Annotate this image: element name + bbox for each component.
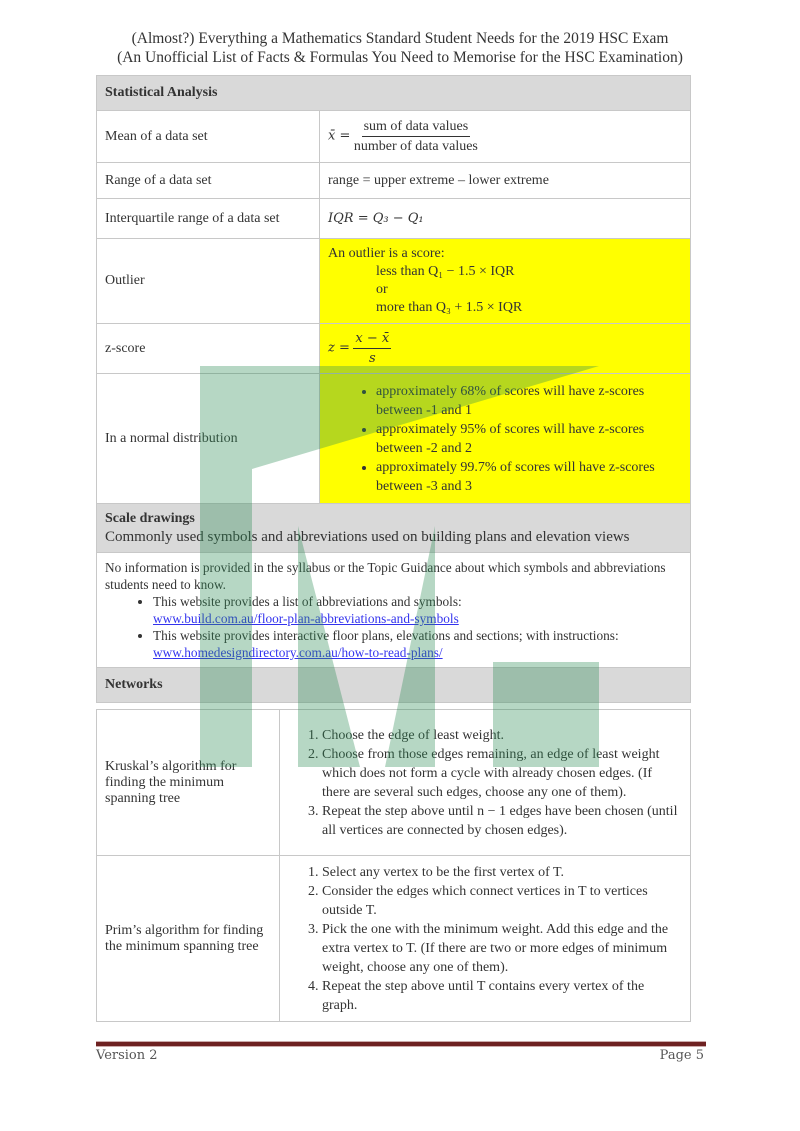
formula-z-score [320, 324, 691, 374]
row-label-outlier: Outlier [97, 239, 320, 324]
section-header-scale-drawings [97, 504, 691, 553]
z-numerator: x − x̄ [353, 330, 391, 349]
prim-step: 4. Repeat the step above until T contains every vertex of the graph. [322, 977, 682, 1015]
section-header-statistical-analysis: Statistical Analysis [97, 76, 691, 111]
mean-fraction [354, 118, 478, 155]
outlier-definition [320, 239, 691, 324]
mean-lhs: x̄ = [328, 128, 351, 144]
footer-page-number: Page 5 [659, 1048, 704, 1063]
mean-denominator: number of data values [353, 139, 478, 154]
statistics-table [96, 75, 691, 703]
formula-range: range = upper extreme – lower extreme [320, 163, 691, 199]
kruskal-step: 3. Repeat the step above until n − 1 edges have been chosen (until all vertices are connected by chosen edges). [322, 802, 682, 840]
kruskal-step: 2. Choose from those edges remaining, an edge of least weight which does not form a cycle with already chosen edges. (If there are several such edges, choose any one of them). [322, 745, 682, 802]
prim-step: 3. Pick the one with the minimum weight. Add this edge and the extra vertex to T. (If there are two or more edges of minimum weight, choose any one of them). [322, 920, 682, 977]
footer-rule [96, 1041, 706, 1047]
outlier-upper-bound: more than Q₃ + 1.5 × IQR [376, 300, 523, 315]
header-subtitle: (An Unofficial List of Facts & Formulas You Need to Memorise for the HSC Examination) [117, 49, 683, 66]
row-label-z-score: z-score [97, 324, 320, 374]
row-label-range: Range of a data set [97, 163, 320, 199]
z-lhs: z = [328, 340, 350, 356]
outlier-or: or [376, 282, 388, 297]
section-header-networks: Networks [97, 668, 691, 703]
z-denominator: s [368, 351, 376, 366]
link-build-com-au[interactable]: www.build.com.au/floor-plan-abbreviations-and-symbols [153, 611, 459, 626]
prim-step: 2. Consider the edges which connect vertices in T to vertices outside T. [322, 882, 682, 920]
row-label-mean: Mean of a data set [97, 111, 320, 163]
scale-drawings-title: Scale drawings [105, 511, 195, 526]
bullet-95: • approximately 95% of scores will have z-scores between -2 and 2 [376, 420, 682, 458]
row-label-iqr: Interquartile range of a data set [97, 199, 320, 239]
scale-drawings-note [97, 553, 691, 668]
link-homedesigndirectory[interactable]: www.homedesigndirectory.com.au/how-to-read-plans/ [153, 645, 443, 660]
row-label-normal-distribution: In a normal distribution [97, 374, 320, 504]
networks-table [96, 709, 691, 1022]
footer-version: Version 2 [96, 1048, 158, 1063]
normal-distribution-facts [320, 374, 691, 504]
header-title: (Almost?) Everything a Mathematics Standard Student Needs for the 2019 HSC Exam [131, 30, 669, 47]
kruskal-steps [280, 710, 691, 856]
kruskal-step: 1. Choose the edge of least weight. [322, 726, 682, 745]
prim-label: Prim’s algorithm for finding the minimum spanning tree [97, 856, 280, 1022]
scale-drawings-subtitle: Commonly used symbols and abbreviations used on building plans and elevation views [105, 529, 630, 545]
prim-steps [280, 856, 691, 1022]
outlier-lower-bound: less than Q₁ − 1.5 × IQR [376, 264, 515, 279]
scale-drawings-note-text: No information is provided in the syllabus or the Topic Guidance about which symbols and abbreviations students need to know. [105, 560, 666, 592]
document-header [0, 29, 800, 67]
resource-item [153, 593, 682, 627]
resource-description: This website provides a list of abbreviations and symbols: [153, 594, 462, 609]
resource-description: This website provides interactive floor plans, elevations and sections; with instructions: [153, 628, 619, 643]
formula-iqr: IQR = Q₃ − Q₁ [320, 199, 691, 239]
outlier-intro: An outlier is a score: [328, 246, 445, 261]
prim-step: 1. Select any vertex to be the first vertex of T. [322, 863, 682, 882]
bullet-99-7: • approximately 99.7% of scores will have z-scores between -3 and 3 [376, 458, 682, 496]
z-fraction [353, 330, 391, 367]
formula-mean [320, 111, 691, 163]
bullet-68: • approximately 68% of scores will have z-scores between -1 and 1 [376, 382, 682, 420]
mean-numerator: sum of data values [362, 118, 471, 137]
resource-item [153, 627, 682, 661]
kruskal-label: Kruskal’s algorithm for finding the minimum spanning tree [97, 710, 280, 856]
